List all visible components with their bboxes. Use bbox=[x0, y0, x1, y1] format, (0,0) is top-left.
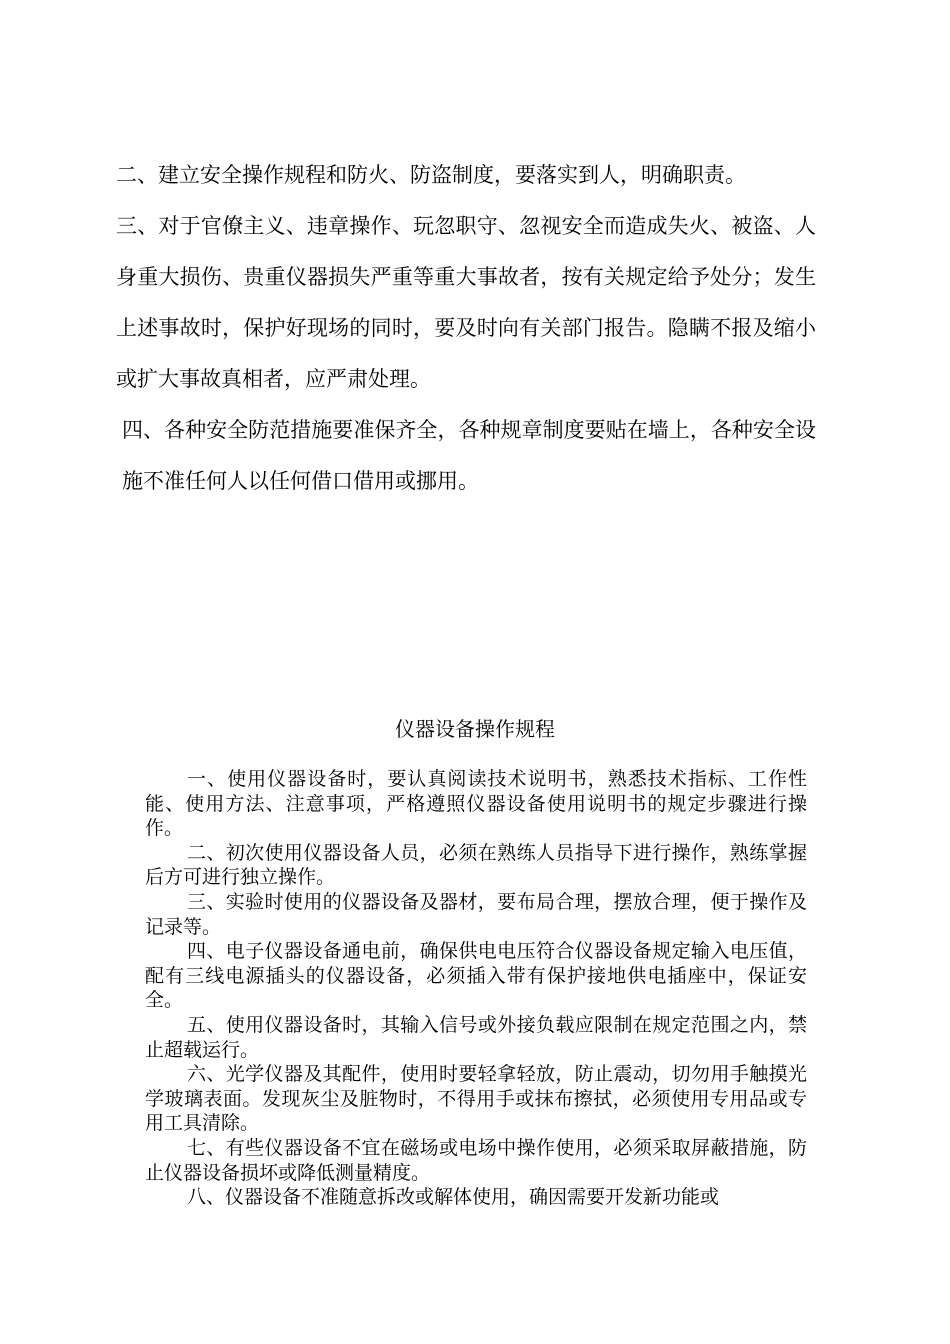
procedure-paragraph-8: 八、仪器设备不准随意拆改或解体使用，确因需要开发新功能或 bbox=[187, 1186, 720, 1209]
procedure-paragraph-6: 六、光学仪器及其配件，使用时要轻拿轻放，防止震动，切勿用手触摸光学玻璃表面。发现灰尘及脏物时，不得用手或抹布擦拭，必须使用专用品或专用工具清除。 bbox=[145, 1063, 807, 1135]
rule-paragraph-3: 三、对于官僚主义、违章操作、玩忽职守、忽视安全而造成失火、被盗、人身重大损伤、贵重仪器损失严重等重大事故者，按有关规定给予处分；发生上述事故时，保护好现场的同时，要及时向有关部门报告。隐瞒不报及缩小或扩大事故真相者，应严肃处理。 bbox=[116, 214, 816, 391]
safety-rules-section bbox=[116, 150, 816, 507]
procedure-title: 仪器设备操作规程 bbox=[395, 717, 555, 741]
rule-paragraph-2: 二、建立安全操作规程和防火、防盗制度，要落实到人，明确职责。 bbox=[116, 163, 746, 187]
procedure-paragraph-4: 四、电子仪器设备通电前，确保供电电压符合仪器设备规定输入电压值，配有三线电源插头的仪器设备，必须插入带有保护接地供电插座中，保证安全。 bbox=[145, 940, 807, 1012]
procedure-paragraph-2: 二、初次使用仪器设备人员，必须在熟练人员指导下进行操作，熟练掌握后方可进行独立操作。 bbox=[145, 841, 807, 889]
rule-paragraph-4: 四、各种安全防范措施要准保齐全，各种规章制度要贴在墙上，各种安全设施不准任何人以任何借口借用或挪用。 bbox=[122, 418, 816, 493]
procedure-paragraph-7: 七、有些仪器设备不宜在磁场或电场中操作使用，必须采取屏蔽措施，防止仪器设备损坏或降低测量精度。 bbox=[145, 1136, 807, 1184]
procedure-section bbox=[145, 767, 807, 1210]
procedure-paragraph-3: 三、实验时使用的仪器设备及器材，要布局合理，摆放合理，便于操作及记录等。 bbox=[145, 890, 807, 938]
procedure-paragraph-1: 一、使用仪器设备时，要认真阅读技术说明书，熟悉技术指标、工作性能、使用方法、注意事项，严格遵照仪器设备使用说明书的规定步骤进行操作。 bbox=[145, 768, 807, 840]
procedure-paragraph-5: 五、使用仪器设备时，其输入信号或外接负载应限制在规定范围之内，禁止超载运行。 bbox=[145, 1013, 807, 1061]
